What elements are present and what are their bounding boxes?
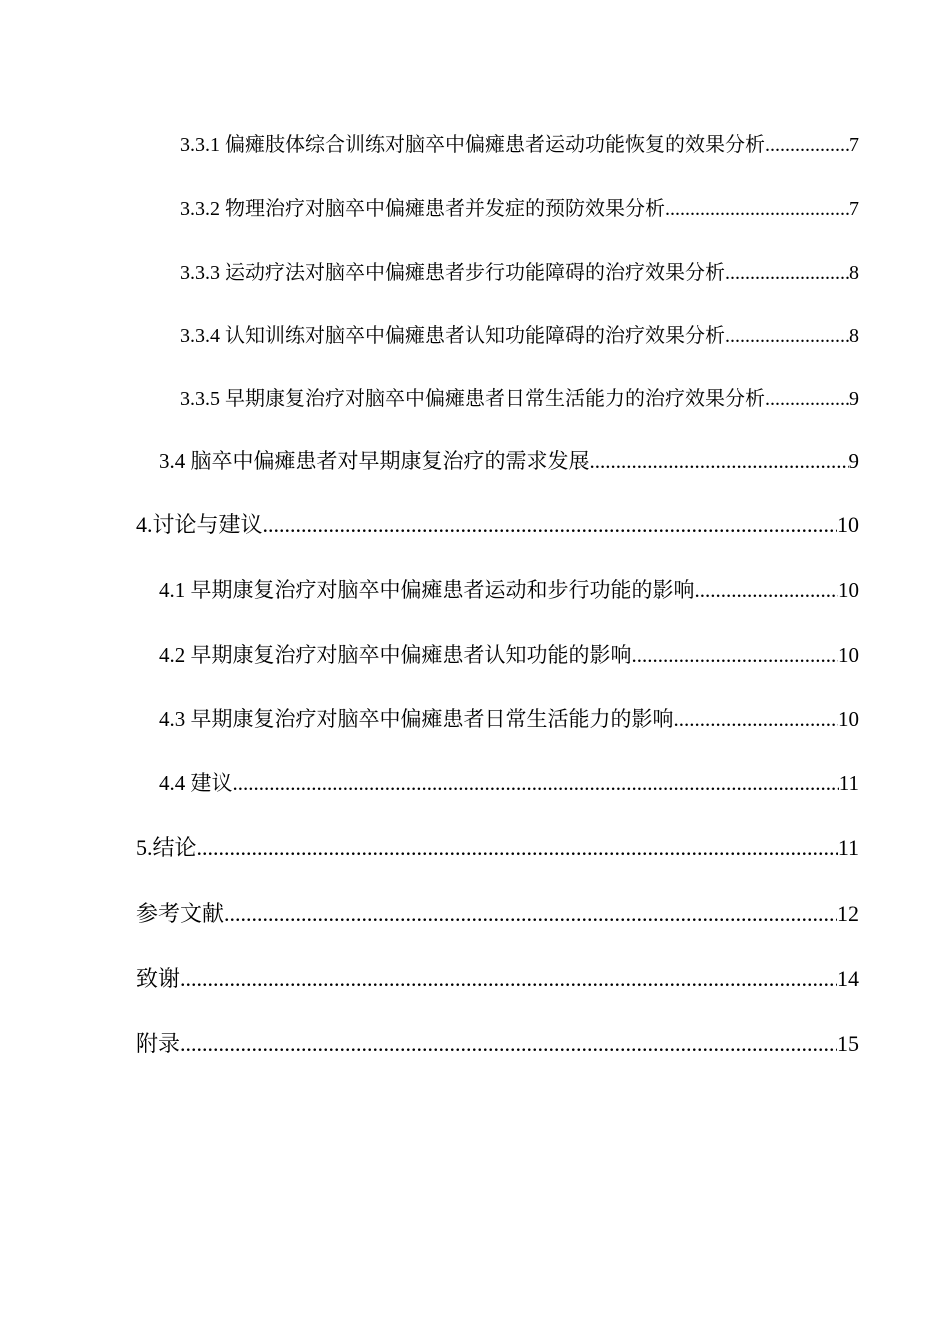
toc-entry-page: 7	[849, 134, 859, 156]
toc-entry-page: 10	[838, 643, 859, 667]
toc-entry-title: 运动疗法对脑卒中偏瘫患者步行功能障碍的治疗效果分析	[225, 262, 725, 284]
toc-entry-title: 早期康复治疗对脑卒中偏瘫患者认知功能的影响	[190, 643, 632, 667]
toc-entry-3-3-3[interactable]	[180, 256, 859, 285]
toc-leader-dots	[233, 771, 839, 796]
toc-entry-text	[159, 445, 590, 475]
toc-entry-references[interactable]	[136, 897, 859, 928]
toc-entry-text	[180, 192, 665, 221]
toc-leader-dots	[725, 262, 849, 285]
toc-entry-title: 致谢	[136, 966, 181, 991]
toc-entry-title: 附录	[136, 1031, 181, 1056]
toc-entry-4-1[interactable]	[159, 574, 859, 604]
toc-entry-text	[180, 256, 725, 285]
toc-entry-number: 3.3.4	[180, 325, 220, 347]
toc-entry-number: 3.3.5	[180, 388, 220, 410]
toc-entry-text	[159, 767, 233, 797]
toc-entry-text	[180, 382, 765, 411]
toc-entry-text	[136, 508, 263, 539]
toc-entry-4-2[interactable]	[159, 639, 859, 669]
toc-entry-page: 10	[837, 512, 859, 537]
toc-entry-title: 脑卒中偏瘫患者对早期康复治疗的需求发展	[190, 449, 590, 473]
toc-entry-page: 10	[838, 707, 859, 731]
toc-entry-number: 3.4	[159, 449, 186, 473]
toc-leader-dots	[224, 901, 837, 927]
toc-entry-page: 10	[838, 578, 859, 602]
toc-entry-title: 物理治疗对脑卒中偏瘫患者并发症的预防效果分析	[225, 198, 665, 220]
toc-entry-number: 4.2	[159, 643, 186, 667]
toc-entry-number: 3.3.2	[180, 198, 220, 220]
toc-entry-title: 建议	[190, 771, 233, 795]
toc-entry-title: 参考文献	[136, 901, 225, 926]
toc-leader-dots	[765, 134, 849, 157]
toc-entry-title: 结论	[152, 835, 197, 860]
toc-entry-3-3-2[interactable]	[180, 192, 859, 221]
toc-entry-3-3-4[interactable]	[180, 319, 859, 348]
toc-entry-page: 11	[838, 771, 859, 795]
toc-leader-dots	[590, 449, 849, 474]
toc-entry-number: 4.	[136, 512, 153, 537]
toc-entry-title: 认知训练对脑卒中偏瘫患者认知功能障碍的治疗效果分析	[225, 325, 725, 347]
toc-leader-dots	[180, 966, 837, 992]
toc-leader-dots	[665, 198, 849, 221]
toc-entry-text	[159, 574, 695, 604]
toc-entry-title: 早期康复治疗对脑卒中偏瘫患者日常生活能力的影响	[190, 707, 674, 731]
toc-entry-page: 15	[837, 1031, 859, 1056]
toc-entry-text	[136, 897, 224, 928]
toc-entry-page: 9	[849, 388, 859, 410]
toc-entry-title: 早期康复治疗对脑卒中偏瘫患者运动和步行功能的影响	[190, 578, 695, 602]
toc-leader-dots	[695, 578, 839, 603]
toc-entry-appendix[interactable]	[136, 1027, 859, 1058]
toc-entry-3-3-1[interactable]	[180, 128, 859, 157]
toc-leader-dots	[674, 707, 839, 732]
toc-entry-3-4[interactable]	[159, 445, 859, 475]
toc-leader-dots	[263, 512, 837, 538]
toc-entry-title: 早期康复治疗对脑卒中偏瘫患者日常生活能力的治疗效果分析	[225, 388, 765, 410]
toc-entry-page: 9	[848, 449, 859, 473]
toc-entry-number: 4.1	[159, 578, 186, 602]
toc-entry-text	[159, 639, 632, 669]
toc-entry-number: 3.3.3	[180, 262, 220, 284]
toc-entry-4-4[interactable]	[159, 767, 859, 797]
toc-entry-number: 4.4	[159, 771, 186, 795]
toc-entry-title: 讨论与建议	[152, 512, 263, 537]
toc-entry-page: 7	[849, 198, 859, 220]
toc-leader-dots	[765, 388, 849, 411]
toc-entry-number: 5.	[136, 835, 153, 860]
toc-entry-text	[136, 1027, 180, 1058]
toc-entry-page: 8	[849, 325, 859, 347]
toc-entry-title: 偏瘫肢体综合训练对脑卒中偏瘫患者运动功能恢复的效果分析	[225, 134, 765, 156]
toc-leader-dots	[197, 835, 838, 861]
toc-entry-4-3[interactable]	[159, 703, 859, 733]
toc-leader-dots	[180, 1031, 837, 1057]
toc-entry-page: 12	[837, 901, 859, 926]
toc-entry-number: 3.3.1	[180, 134, 220, 156]
toc-entry-text	[180, 128, 765, 157]
toc-entry-text	[136, 962, 180, 993]
toc-entry-acknowledgements[interactable]	[136, 962, 859, 993]
toc-entry-3-3-5[interactable]	[180, 382, 859, 411]
toc-entry-5[interactable]	[136, 831, 859, 862]
toc-entry-page: 8	[849, 262, 859, 284]
toc-entry-text	[136, 831, 197, 862]
toc-entry-page: 11	[837, 835, 859, 860]
toc-entry-text	[159, 703, 674, 733]
toc-entry-page: 14	[837, 966, 859, 991]
toc-entry-text	[180, 319, 725, 348]
toc-leader-dots	[632, 643, 839, 668]
toc-entry-number: 4.3	[159, 707, 186, 731]
toc-leader-dots	[725, 325, 849, 348]
toc-entry-4[interactable]	[136, 508, 859, 539]
